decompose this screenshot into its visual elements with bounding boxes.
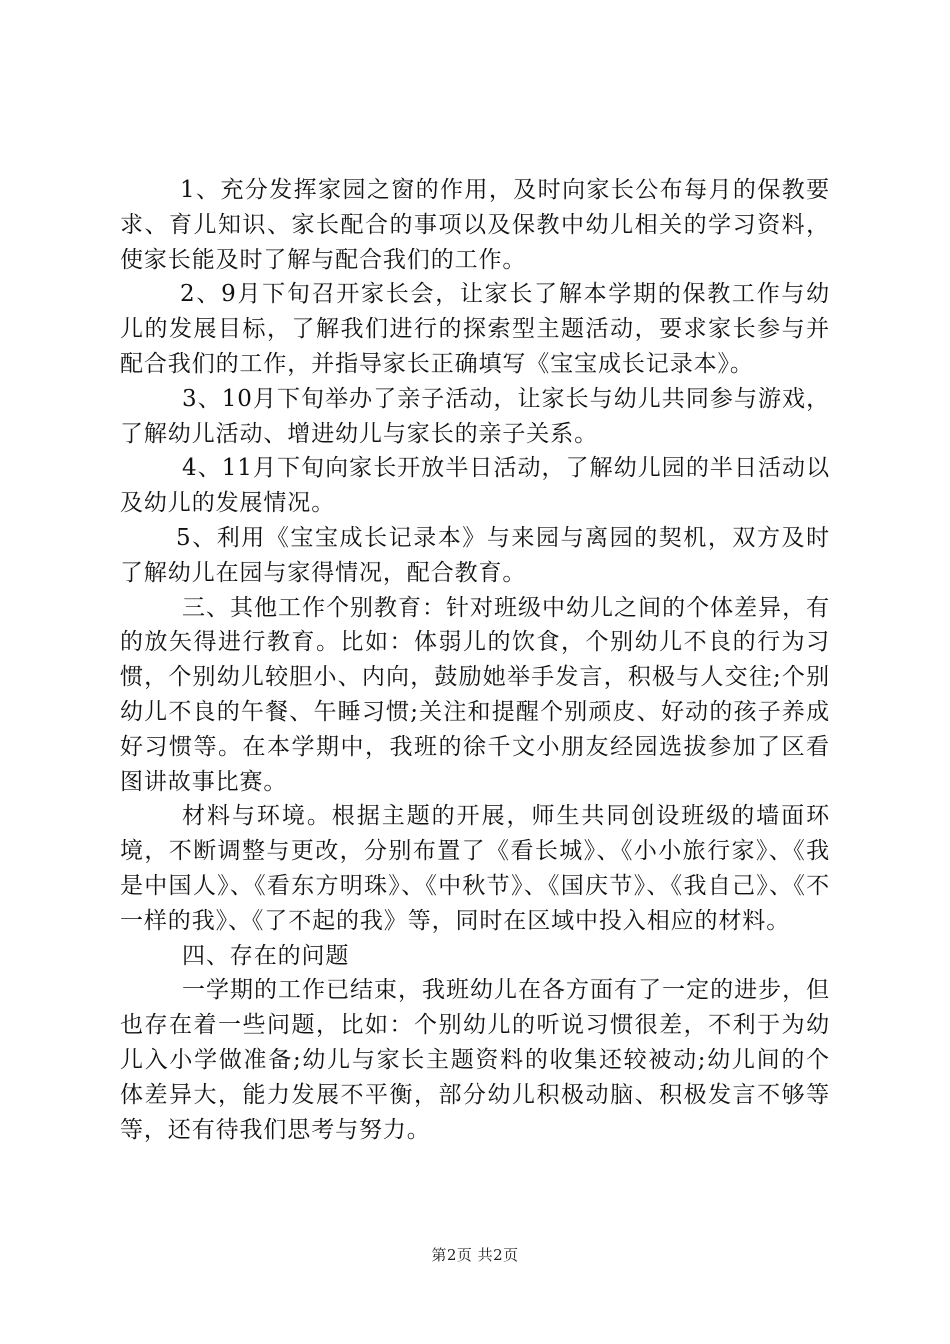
paragraph-5: 5、利用《宝宝成长记录本》与来园与离园的契机，双方及时了解幼儿在园与家得情况，配合教育。 xyxy=(120,524,830,586)
page-number-footer: 第2页 共2页 xyxy=(431,1246,519,1264)
paragraph-1: 1、充分发挥家园之窗的作用，及时向家长公布每月的保教要求、育儿知识、家长配合的事项以及保教中幼儿相关的学习资料，使家长能及时了解与配合我们的工作。 xyxy=(120,177,830,273)
paragraph-other-work: 三、其他工作个别教育：针对班级中幼儿之间的个体差异，有的放矢得进行教育。比如：体弱儿的饮食，个别幼儿不良的行为习惯，个别幼儿较胆小、内向，鼓励她举手发言，积极与人交往;个别幼儿不良的午餐、午睡习惯;关注和提醒个别顽皮、好动的孩子养成好习惯等。在本学期中，我班的徐千文小朋友经园选拔参加了区看图讲故事比赛。 xyxy=(120,594,830,795)
paragraph-4: 4、11月下旬向家长开放半日活动，了解幼儿园的半日活动以及幼儿的发展情况。 xyxy=(120,455,830,517)
paragraph-2: 2、9月下旬召开家长会，让家长了解本学期的保教工作与幼儿的发展目标，了解我们进行的探索型主题活动，要求家长参与并配合我们的工作，并指导家长正确填写《宝宝成长记录本》。 xyxy=(120,281,830,377)
paragraph-problems: 一学期的工作已结束，我班幼儿在各方面有了一定的进步，但也存在着一些问题，比如：个别幼儿的听说习惯很差，不利于为幼儿入小学做准备;幼儿与家长主题资料的收集还较被动;幼儿间的个体差异大，能力发展不平衡，部分幼儿积极动脑、积极发言不够等等，还有待我们思考与努力。 xyxy=(120,977,830,1143)
paragraph-materials-environment: 材料与环境。根据主题的开展，师生共同创设班级的墙面环境，不断调整与更改，分别布置了《看长城》、《小小旅行家》、《我是中国人》、《看东方明珠》、《中秋节》、《国庆节》、《我自己》、《不一样的我》、《了不起的我》等，同时在区域中投入相应的材料。 xyxy=(120,803,830,934)
document-body xyxy=(120,173,830,1147)
paragraph-3: 3、10月下旬举办了亲子活动，让家长与幼儿共同参与游戏，了解幼儿活动、增进幼儿与家长的亲子关系。 xyxy=(120,385,830,447)
section-heading-problems: 四、存在的问题 xyxy=(182,942,350,969)
